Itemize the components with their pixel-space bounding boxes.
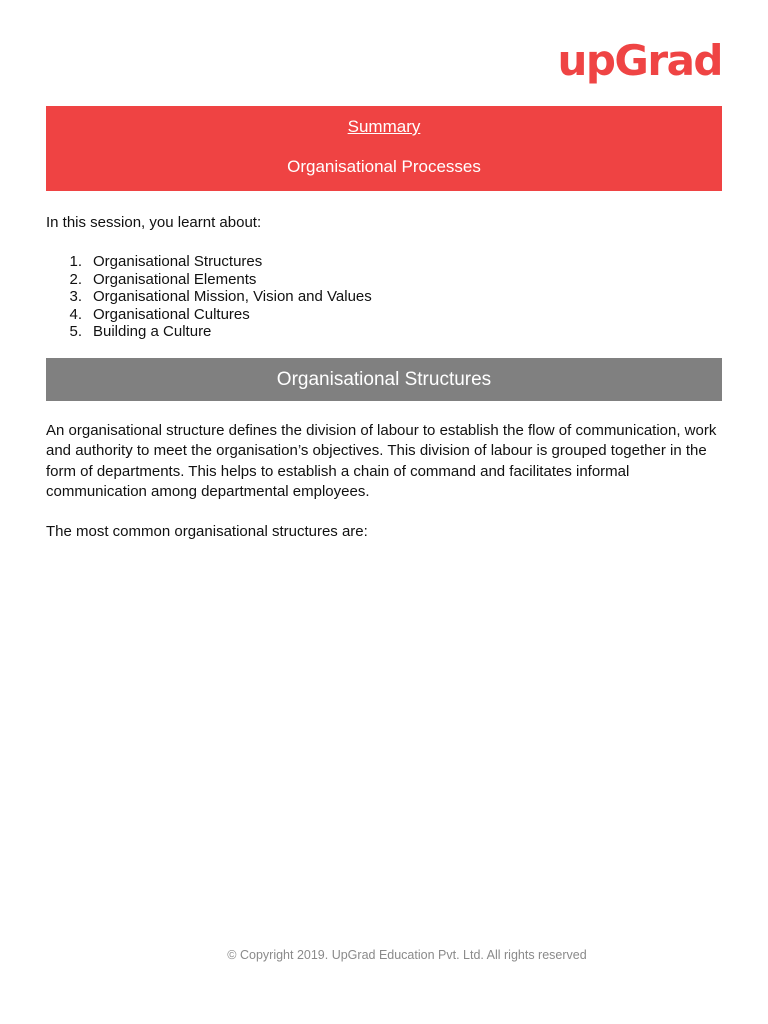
list-item [46,288,372,306]
section-heading: Organisational Structures [276,369,492,390]
list-item [46,306,372,324]
document-subtitle: Organisational Processes [287,157,481,176]
footer-copyright: © Copyright 2019. UpGrad Education Pvt. Ltd. All rights reserved [227,948,587,962]
structures-intro: The most common organisational structures are: [46,523,368,540]
list-item-label: Organisational Elements [93,270,257,288]
upgrad-logo [557,36,722,85]
list-item-label: Building a Culture [93,323,212,340]
logo-text: upGrad [557,36,722,85]
section-heading-banner [46,358,722,401]
list-item-label: Organisational Cultures [93,305,250,323]
summary-heading: Summary [347,117,421,136]
list-item-label: Organisational Structures [93,253,263,270]
list-number: 5. [69,323,82,340]
list-item [46,323,372,341]
list-item [46,253,372,271]
list-number: 4. [69,305,82,323]
topics-list [46,253,372,341]
section-paragraph: An organisational structure defines the division of labour to establish the flow of communication, work and authority to meet the organisation’s objectives. This division of labour is grouped together in the form of departments. This helps to establish a chain of command and facilitates informal communication among departmental employees. [46,422,717,501]
list-number: 1. [69,253,82,270]
intro-text: In this session, you learnt about: [46,214,262,231]
list-item [46,271,372,289]
list-item-label: Organisational Mission, Vision and Values [93,288,372,305]
list-number: 2. [69,270,82,288]
title-banner [46,106,722,191]
list-number: 3. [69,288,82,305]
